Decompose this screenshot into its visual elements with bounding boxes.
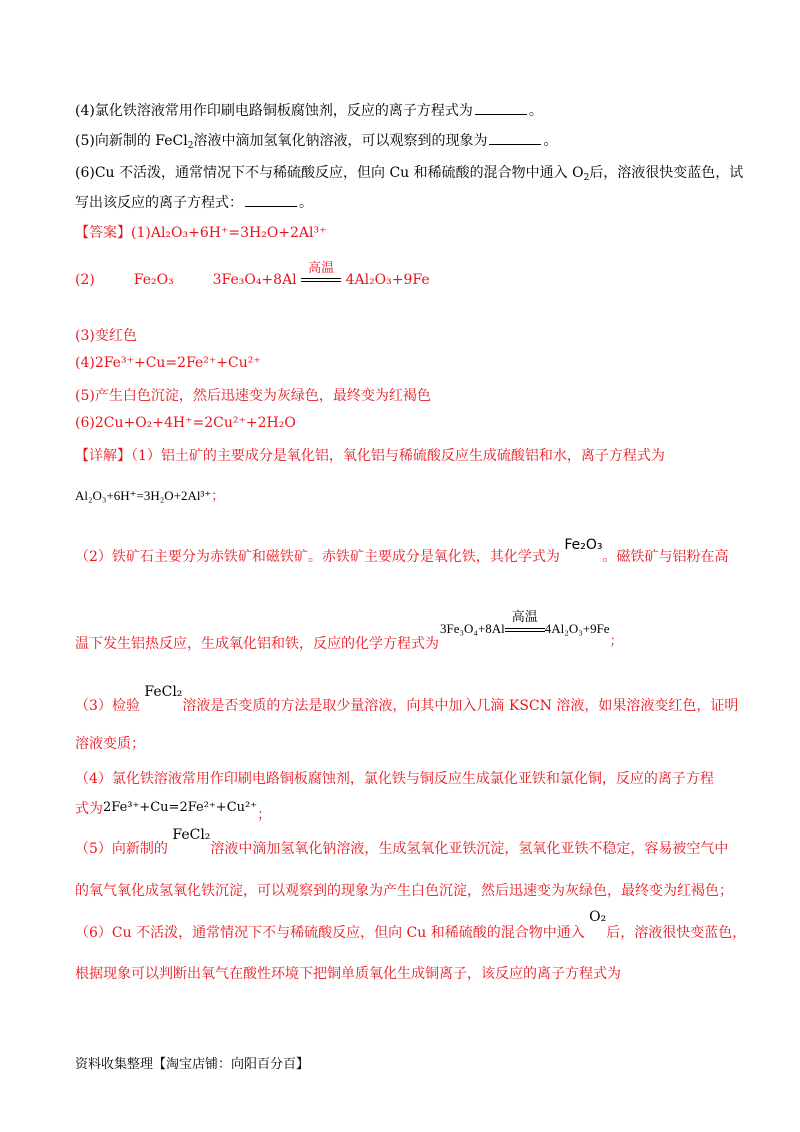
detail-2-text-c: 温下发生铝热反应，生成氧化铝和铁，反应的化学方程式为 — [75, 636, 439, 652]
detail-6 — [75, 909, 747, 942]
detail-6-text-b: 后，溶液很快变蓝色， — [606, 925, 747, 941]
answer-2-eq-left: 3Fe₃O₄+8Al — [212, 272, 297, 288]
question-4 — [75, 100, 543, 120]
punct: ； — [257, 807, 272, 823]
answer-3: (3)变红色 — [75, 328, 137, 344]
detail-3-formula: FeCl₂ — [144, 684, 183, 700]
condition-text: 高温 — [308, 261, 335, 276]
detail-4-equation: 2Fe³⁺+Cu=2Fe²⁺+Cu²⁺ — [103, 800, 258, 815]
answer-2-eq-right: 4Al₂O₃+9Fe — [345, 272, 430, 288]
answer-blank — [475, 100, 527, 115]
answer-tag: 【答案】 — [75, 225, 131, 241]
detail-3 — [75, 684, 739, 715]
detail-5-formula: FeCl₂ — [172, 827, 211, 843]
question-6-text: (6)Cu 不活泼，通常情况下不与稀硫酸反应，但向 Cu 和稀硫酸的混合物中通入 O — [75, 165, 584, 181]
punct: ； — [211, 488, 225, 503]
detail-4-text-b: 式为 — [75, 801, 103, 817]
question-6-line2 — [75, 192, 313, 212]
detail-2-line2 — [75, 633, 439, 653]
detail-6-line2: 根据现象可以判断出氧气在酸性环境下把铜单质氧化生成铜离子，该反应的离子方程式为 — [75, 966, 621, 982]
answer-2 — [75, 261, 430, 288]
answer-5: (5)产生白色沉淀，然后迅速变为灰绿色，最终变为红褐色 — [75, 388, 431, 404]
detail-tag: 【详解】 — [75, 448, 131, 464]
detail-3-text-b: 溶液是否变质的方法是取少量溶液，向其中加入几滴 KSCN 溶液，如果溶液变红色，证明 — [182, 698, 739, 714]
subscript: 2 — [187, 141, 194, 151]
reaction-condition — [505, 609, 545, 637]
detail-2-equation — [440, 609, 623, 648]
condition-text: 高温 — [511, 609, 538, 624]
equation-left: 3Fe₃O₄+8Al — [440, 621, 505, 636]
equals-bar — [505, 628, 545, 632]
question-6-text-2: 写出该反应的离子方程式： — [75, 195, 243, 211]
detail-4: （4）氯化铁溶液常用作印刷电路铜板腐蚀剂，氯化铁与铜反应生成氯化亚铁和氯化铜，反应的离子方程 — [75, 771, 714, 787]
question-5-rest: 溶液中滴加氢氧化钠溶液，可以观察到的现象为 — [193, 133, 488, 149]
answer-6: (6)2Cu+O₂+4H⁺=2Cu²⁺+2H₂O — [75, 415, 296, 431]
detail-6-formula: O₂ — [589, 909, 607, 925]
question-6-line1 — [75, 162, 743, 183]
punct: 。 — [299, 195, 313, 211]
detail-3-text: （3）检验 — [75, 698, 140, 714]
answer-1-text: (1)Al₂O₃+6H⁺=3H₂O+2Al³⁺ — [131, 225, 327, 241]
detail-1-text: （1）铝土矿的主要成分是氧化铝，氧化铝与稀硫酸反应生成硫酸铝和水，离子方程式为 — [131, 448, 665, 464]
detail-3-line2: 溶液变质； — [75, 736, 145, 752]
answer-2-num: (2) — [75, 272, 95, 288]
answer-blank — [489, 130, 541, 145]
answer-blank — [245, 192, 297, 207]
detail-2-text: （2）铁矿石主要分为赤铁矿和磁铁矿。赤铁矿主要成分是氧化铁，其化学式为 — [75, 549, 560, 565]
detail-6-text: （6）Cu 不活泼，通常情况下不与稀硫酸反应，但向 Cu 和稀硫酸的混合物中通入 — [75, 925, 585, 941]
answer-1 — [75, 222, 327, 242]
footer-credit: 资料收集整理【淘宝店铺：向阳百分百】 — [75, 1057, 310, 1072]
detail-1-equation — [75, 485, 224, 504]
question-5 — [75, 130, 557, 151]
reaction-condition — [301, 261, 341, 288]
punct: ； — [609, 633, 623, 648]
equals-bar — [301, 278, 341, 282]
punct: 。 — [528, 103, 543, 119]
detail-2-text-b: 。磁铁矿与铝粉在高 — [602, 549, 729, 565]
question-6-text-b: 后，溶液很快变蓝色，试 — [589, 165, 744, 181]
detail-4-line2 — [75, 798, 272, 823]
equation-text: Al₂O₃+6H⁺=3H₂O+2Al³⁺ — [75, 488, 212, 503]
detail-5-text: （5）向新制的 — [75, 841, 168, 857]
question-5-text: (5)向新制的 FeCl — [75, 133, 188, 149]
answer-2-formula: Fe₂O₃ — [133, 272, 174, 288]
subscript: 2 — [583, 173, 590, 183]
answer-4: (4)2Fe³⁺+Cu=2Fe²⁺+Cu²⁺ — [75, 355, 261, 371]
detail-1 — [75, 445, 665, 465]
detail-5-text-b: 溶液中滴加氢氧化钠溶液，生成氢氧化亚铁沉淀，氢氧化亚铁不稳定，容易被空气中 — [210, 841, 729, 857]
equation-right: 4Al₂O₃+9Fe — [544, 621, 610, 636]
punct: 。 — [543, 133, 558, 149]
detail-2 — [75, 537, 729, 566]
detail-5 — [75, 827, 729, 858]
detail-5-line2: 的氧气氧化成氢氧化铁沉淀，可以观察到的现象为产生白色沉淀，然后迅速变为灰绿色，最终变为红褐色； — [75, 883, 733, 899]
detail-2-formula: Fe₂O₃ — [564, 537, 603, 553]
question-4-text: (4)氯化铁溶液常用作印刷电路铜板腐蚀剂，反应的离子方程式为 — [75, 103, 473, 119]
